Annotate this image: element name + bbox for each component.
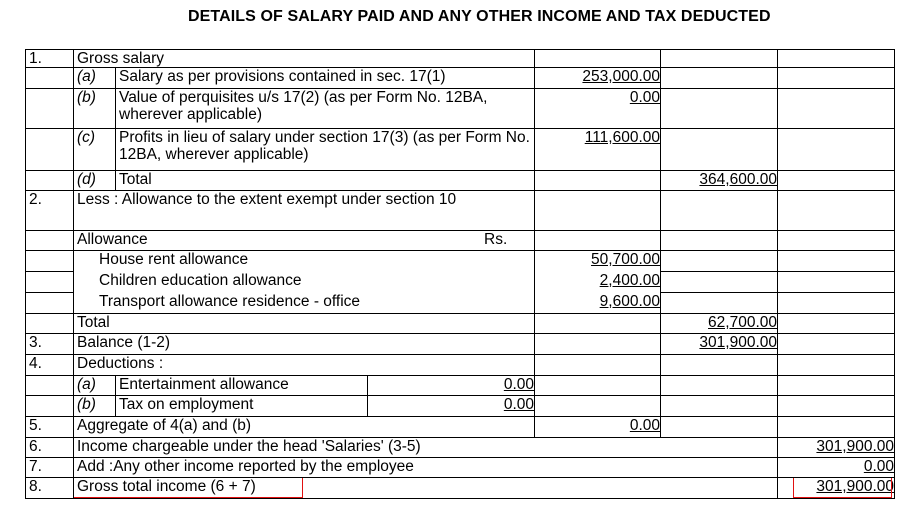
amount-value: 2,400.00 [599, 271, 660, 289]
row-number: 6. [26, 438, 74, 458]
sub-marker: (b) [74, 396, 116, 417]
row-allowance-header [26, 231, 895, 251]
allowance-label: House rent allowance [74, 251, 535, 272]
allowance-label: Children education allowance [74, 272, 535, 293]
row-label: Gross salary [74, 50, 535, 68]
amount-value: 301,900.00 [816, 478, 894, 495]
row-label: Value of perquisites u/s 17(2) (as per Form No. 12BA, wherever applicable) [116, 89, 535, 129]
row-label: Tax on employment [116, 396, 368, 417]
row-less-allowance [26, 191, 895, 231]
row-number: 1. [26, 50, 74, 68]
amount-value: 0.00 [629, 417, 660, 434]
page-title: DETAILS OF SALARY PAID AND ANY OTHER INCOME AND TAX DEDUCTED [188, 8, 771, 25]
sub-marker: (a) [74, 376, 116, 396]
row-label: Aggregate of 4(a) and (b) [74, 417, 535, 438]
sub-marker: (d) [74, 171, 116, 191]
amount-value: 62,700.00 [708, 314, 777, 331]
amount-value: 50,700.00 [591, 251, 660, 268]
rs-label: Rs. [484, 231, 508, 248]
amount-value: 111,600.00 [584, 129, 660, 146]
row-number: 2. [26, 191, 74, 231]
row-label: Income chargeable under the head 'Salaries' (3-5) [74, 438, 778, 458]
row-gross-salary [26, 50, 895, 68]
amount-value: 0.00 [629, 89, 660, 106]
sub-marker: (c) [74, 129, 116, 171]
row-label: Less : Allowance to the extent exempt under section 10 [74, 191, 535, 231]
amount-value: 301,900.00 [816, 438, 894, 455]
row-salary-17-1 [26, 68, 895, 89]
amount-value: 0.00 [863, 458, 894, 475]
row-perquisites [26, 89, 895, 129]
gross-total-income-label: Gross total income (6 + 7) [77, 478, 256, 495]
list-item [26, 272, 895, 293]
row-label: Entertainment allowance [116, 376, 368, 396]
row-number: 3. [26, 334, 74, 355]
amount-value: 253,000.00 [582, 68, 660, 85]
row-balance [26, 334, 895, 355]
row-deductions [26, 355, 895, 376]
row-label: Total [116, 171, 535, 191]
row-gross-total [26, 171, 895, 191]
sub-marker: (b) [74, 89, 116, 129]
row-label: Profits in lieu of salary under section 17(3) (as per Form No. 12BA, wherever applicable) [116, 129, 535, 171]
row-income-salaries [26, 438, 895, 458]
row-number: 4. [26, 355, 74, 376]
list-item [26, 293, 895, 314]
row-allowance-total [26, 314, 895, 334]
row-tax-on-employment [26, 396, 895, 417]
amount-value: 0.00 [503, 376, 534, 393]
row-number: 7. [26, 458, 74, 478]
row-label: Total [74, 314, 535, 334]
amount-value: 364,600.00 [699, 171, 777, 188]
amount-value: 9,600.00 [599, 292, 660, 310]
row-label: Add :Any other income reported by the employee [74, 458, 778, 478]
salary-details-table [25, 49, 895, 499]
allowance-label: Transport allowance residence - office [74, 293, 535, 314]
allowance-header-label: Allowance [77, 231, 148, 248]
row-profits-in-lieu [26, 129, 895, 171]
row-label: Deductions : [74, 355, 535, 376]
row-label: Balance (1-2) [74, 334, 535, 355]
list-item [26, 251, 895, 272]
amount-value: 0.00 [503, 396, 534, 413]
row-number: 5. [26, 417, 74, 438]
row-other-income [26, 458, 895, 478]
row-number: 8. [26, 478, 74, 499]
row-gross-total-income [26, 478, 895, 499]
row-label: Salary as per provisions contained in sec. 17(1) [116, 68, 535, 89]
amount-value: 301,900.00 [699, 334, 777, 351]
row-entertainment-allowance [26, 376, 895, 396]
row-aggregate [26, 417, 895, 438]
sub-marker: (a) [74, 68, 116, 89]
